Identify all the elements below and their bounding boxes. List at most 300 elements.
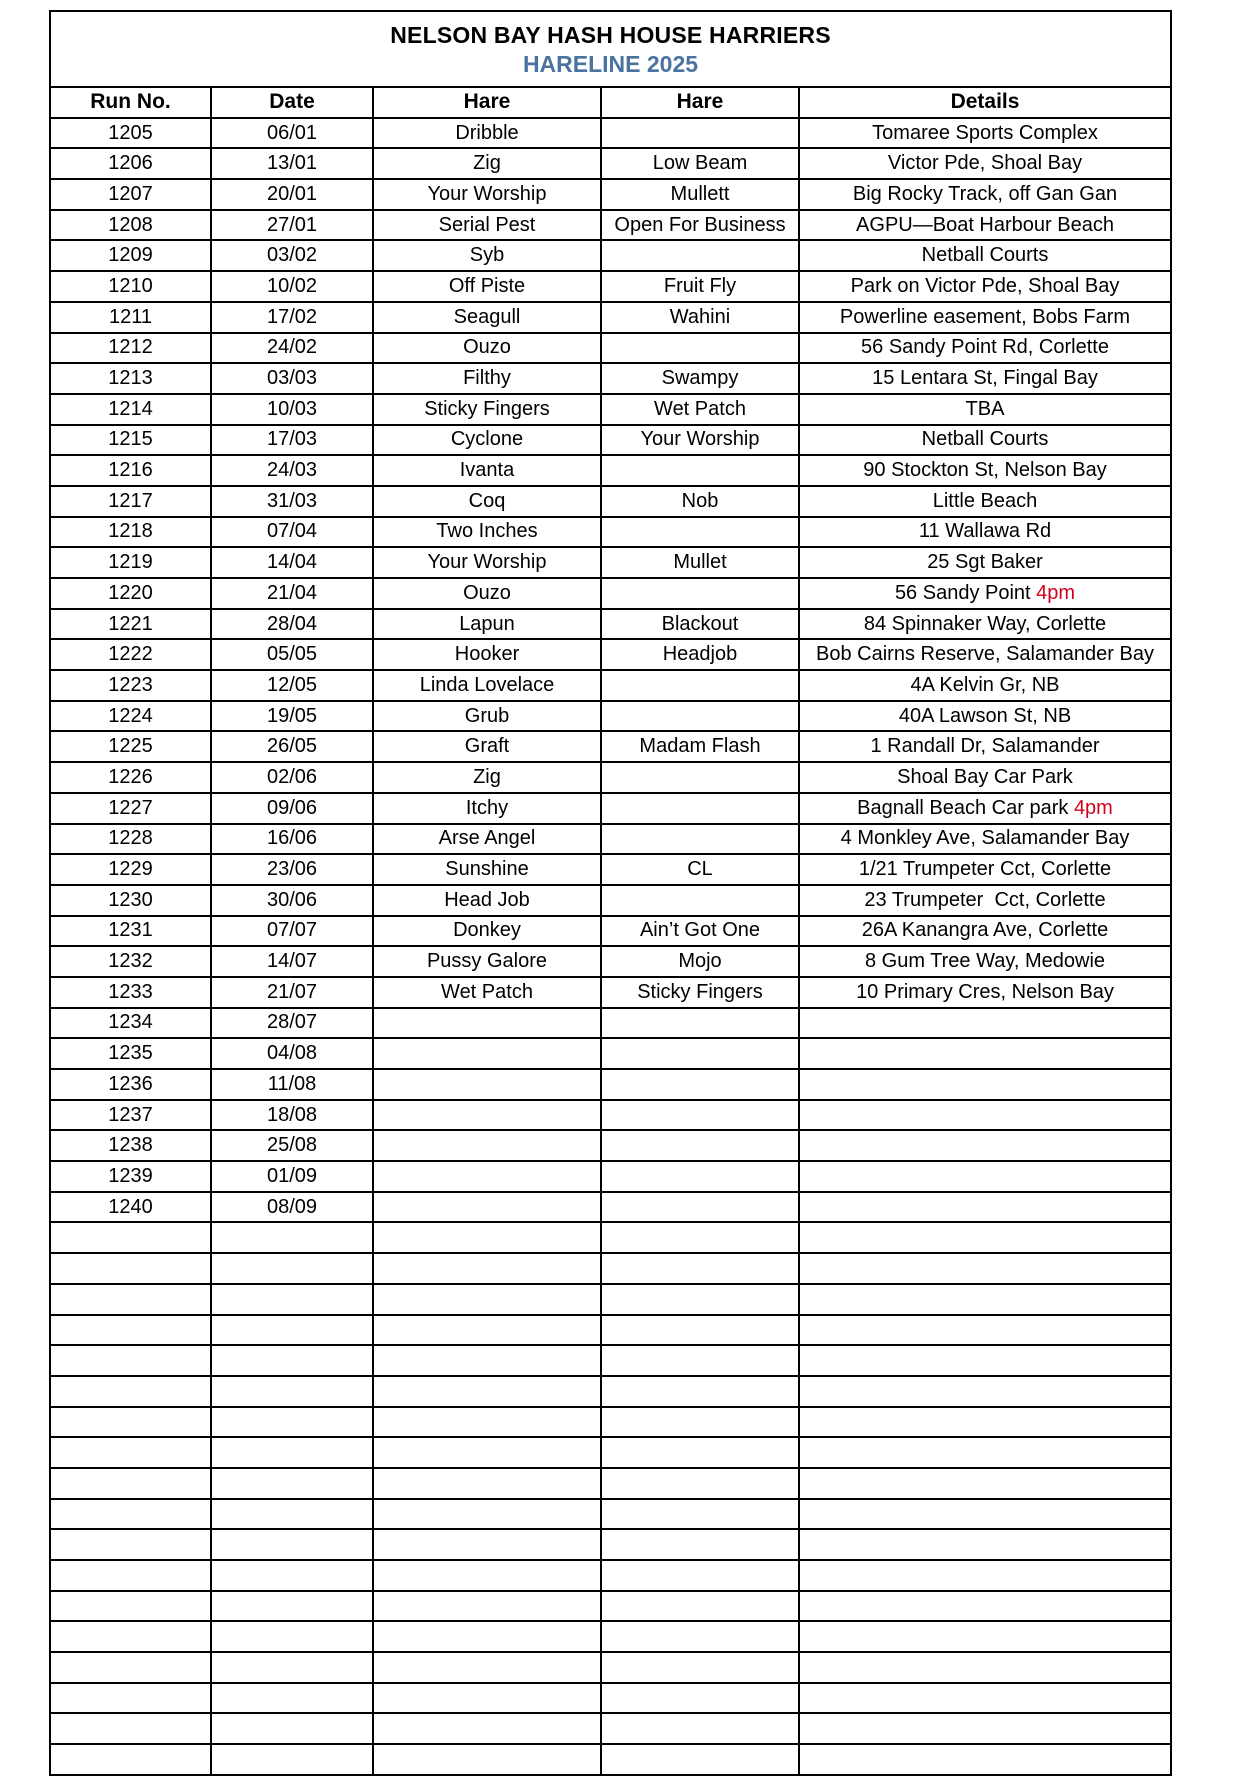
empty-cell	[211, 1683, 373, 1714]
details-text: Netball Courts	[921, 428, 1049, 451]
date-cell: 21/04	[211, 578, 373, 609]
hare-2-cell: Swampy	[601, 363, 799, 394]
details-cell	[799, 670, 1170, 701]
hare-2-cell	[601, 701, 799, 732]
run-no-cell: 1219	[51, 547, 211, 578]
hare-1-cell: Itchy	[373, 793, 601, 824]
empty-cell	[601, 1591, 799, 1622]
details-text: Bagnall Beach Car park	[857, 796, 1074, 819]
details-text: Powerline easement, Bobs Farm	[839, 305, 1131, 328]
empty-cell	[211, 1222, 373, 1253]
empty-cell	[51, 1253, 211, 1284]
run-no-cell: 1228	[51, 824, 211, 855]
date-cell: 16/06	[211, 824, 373, 855]
hare-1-cell: Lapun	[373, 609, 601, 640]
hare-1-cell: Sticky Fingers	[373, 394, 601, 425]
empty-cell	[211, 1253, 373, 1284]
date-cell: 19/05	[211, 701, 373, 732]
table-row	[51, 302, 1170, 333]
hare-2-cell: Sticky Fingers	[601, 977, 799, 1008]
run-no-cell: 1234	[51, 1008, 211, 1039]
hare-2-cell	[601, 1192, 799, 1223]
details-text: 56 Sandy Point	[894, 581, 1037, 604]
hare-1-cell	[373, 1100, 601, 1131]
details-cell	[799, 333, 1170, 364]
details-text: Bob Cairns Reserve, Salamander Bay	[816, 643, 1154, 666]
empty-row	[51, 1713, 1170, 1744]
hare-1-cell: Seagull	[373, 302, 601, 333]
empty-cell	[373, 1499, 601, 1530]
empty-row	[51, 1315, 1170, 1346]
empty-row	[51, 1744, 1170, 1774]
header-run-no: Run No.	[51, 88, 211, 118]
empty-cell	[601, 1499, 799, 1530]
details-text: Netball Courts	[921, 244, 1049, 267]
empty-row	[51, 1437, 1170, 1468]
hare-2-cell	[601, 578, 799, 609]
empty-cell	[799, 1499, 1170, 1530]
run-no-cell: 1222	[51, 639, 211, 670]
empty-cell	[51, 1713, 211, 1744]
table-row	[51, 1100, 1170, 1131]
empty-cell	[373, 1315, 601, 1346]
details-cell	[799, 1100, 1170, 1131]
empty-cell	[373, 1222, 601, 1253]
hare-1-cell: Serial Pest	[373, 210, 601, 241]
date-cell: 07/04	[211, 517, 373, 548]
hare-2-cell	[601, 1130, 799, 1161]
date-cell: 30/06	[211, 885, 373, 916]
page-title: NELSON BAY HASH HOUSE HARRIERS	[390, 22, 831, 48]
empty-cell	[799, 1713, 1170, 1744]
details-text: 40A Lawson St, NB	[898, 704, 1072, 727]
hare-1-cell	[373, 1038, 601, 1069]
details-text: 84 Spinnaker Way, Corlette	[863, 612, 1107, 635]
empty-cell	[373, 1713, 601, 1744]
date-cell: 17/02	[211, 302, 373, 333]
empty-cell	[601, 1437, 799, 1468]
empty-cell	[601, 1407, 799, 1438]
details-cell	[799, 547, 1170, 578]
header-row	[51, 88, 1170, 118]
empty-cell	[601, 1315, 799, 1346]
hare-2-cell	[601, 1008, 799, 1039]
details-cell	[799, 118, 1170, 149]
table-row	[51, 394, 1170, 425]
empty-cell	[51, 1499, 211, 1530]
empty-cell	[601, 1744, 799, 1774]
table-row	[51, 425, 1170, 456]
empty-cell	[799, 1683, 1170, 1714]
hare-1-cell: Two Inches	[373, 517, 601, 548]
details-text: 10 Primary Cres, Nelson Bay	[856, 980, 1114, 1003]
run-no-cell: 1239	[51, 1161, 211, 1192]
run-no-cell: 1213	[51, 363, 211, 394]
details-text: AGPU—Boat Harbour Beach	[856, 213, 1114, 236]
hare-2-cell	[601, 824, 799, 855]
empty-cell	[211, 1744, 373, 1774]
empty-cell	[799, 1621, 1170, 1652]
date-cell: 04/08	[211, 1038, 373, 1069]
empty-cell	[373, 1376, 601, 1407]
details-cell	[799, 609, 1170, 640]
empty-cell	[373, 1345, 601, 1376]
date-cell: 28/04	[211, 609, 373, 640]
hare-2-cell	[601, 1161, 799, 1192]
run-no-cell: 1207	[51, 179, 211, 210]
empty-cell	[211, 1560, 373, 1591]
table-row	[51, 670, 1170, 701]
hare-2-cell: Mullet	[601, 547, 799, 578]
details-text: Victor Pde, Shoal Bay	[887, 152, 1083, 175]
details-cell	[799, 885, 1170, 916]
empty-cell	[211, 1713, 373, 1744]
details-cell	[799, 394, 1170, 425]
hare-2-cell: Mojo	[601, 946, 799, 977]
details-cell	[799, 210, 1170, 241]
details-text: 1 Randall Dr, Salamander	[870, 735, 1100, 758]
empty-cell	[799, 1652, 1170, 1683]
date-cell: 10/02	[211, 271, 373, 302]
empty-cell	[373, 1253, 601, 1284]
empty-row	[51, 1621, 1170, 1652]
details-cell	[799, 1161, 1170, 1192]
hare-1-cell: Ouzo	[373, 333, 601, 364]
empty-cell	[373, 1652, 601, 1683]
run-no-cell: 1224	[51, 701, 211, 732]
table-row	[51, 701, 1170, 732]
empty-row	[51, 1529, 1170, 1560]
table-body	[51, 118, 1170, 1774]
run-no-cell: 1236	[51, 1069, 211, 1100]
run-no-cell: 1218	[51, 517, 211, 548]
date-cell: 14/07	[211, 946, 373, 977]
empty-cell	[51, 1652, 211, 1683]
hare-2-cell: Wet Patch	[601, 394, 799, 425]
empty-cell	[601, 1376, 799, 1407]
hare-1-cell: Coq	[373, 486, 601, 517]
empty-row	[51, 1376, 1170, 1407]
table-row	[51, 916, 1170, 947]
date-cell: 31/03	[211, 486, 373, 517]
table-row	[51, 118, 1170, 149]
table-row	[51, 333, 1170, 364]
table-row	[51, 977, 1170, 1008]
date-cell: 02/06	[211, 762, 373, 793]
hare-2-cell: CL	[601, 854, 799, 885]
empty-row	[51, 1284, 1170, 1315]
table-row	[51, 240, 1170, 271]
run-no-cell: 1217	[51, 486, 211, 517]
empty-cell	[373, 1744, 601, 1774]
run-no-cell: 1223	[51, 670, 211, 701]
hare-2-cell: Mullett	[601, 179, 799, 210]
hare-1-cell: Pussy Galore	[373, 946, 601, 977]
table-row	[51, 793, 1170, 824]
empty-cell	[211, 1652, 373, 1683]
page-subtitle: HARELINE 2025	[522, 51, 699, 77]
empty-cell	[211, 1468, 373, 1499]
empty-cell	[211, 1407, 373, 1438]
details-cell	[799, 639, 1170, 670]
details-text: 23 Trumpeter Cct, Corlette	[864, 888, 1106, 911]
details-text: 4 Monkley Ave, Salamander Bay	[840, 827, 1130, 850]
empty-cell	[601, 1222, 799, 1253]
hare-2-cell: Ain’t Got One	[601, 916, 799, 947]
date-cell: 21/07	[211, 977, 373, 1008]
empty-cell	[51, 1591, 211, 1622]
details-cell	[799, 455, 1170, 486]
table-row	[51, 609, 1170, 640]
details-cell	[799, 1008, 1170, 1039]
date-cell: 10/03	[211, 394, 373, 425]
table-row	[51, 148, 1170, 179]
empty-cell	[51, 1284, 211, 1315]
details-cell	[799, 425, 1170, 456]
date-cell: 11/08	[211, 1069, 373, 1100]
details-cell	[799, 517, 1170, 548]
table-row	[51, 1161, 1170, 1192]
empty-cell	[51, 1683, 211, 1714]
hare-2-cell	[601, 762, 799, 793]
details-cell	[799, 1069, 1170, 1100]
empty-cell	[601, 1253, 799, 1284]
run-no-cell: 1220	[51, 578, 211, 609]
details-text: Big Rocky Track, off Gan Gan	[852, 182, 1118, 205]
time-note: 4pm	[1073, 796, 1113, 819]
details-text: Little Beach	[932, 489, 1038, 512]
date-cell: 28/07	[211, 1008, 373, 1039]
hare-2-cell: Headjob	[601, 639, 799, 670]
hare-2-cell	[601, 885, 799, 916]
table-row	[51, 731, 1170, 762]
empty-row	[51, 1499, 1170, 1530]
date-cell: 03/03	[211, 363, 373, 394]
hare-2-cell: Open For Business	[601, 210, 799, 241]
empty-cell	[373, 1529, 601, 1560]
empty-row	[51, 1468, 1170, 1499]
run-no-cell: 1210	[51, 271, 211, 302]
hare-2-cell	[601, 1100, 799, 1131]
details-cell	[799, 302, 1170, 333]
hare-2-cell	[601, 1069, 799, 1100]
empty-cell	[373, 1591, 601, 1622]
empty-cell	[799, 1437, 1170, 1468]
hare-1-cell: Graft	[373, 731, 601, 762]
hare-2-cell	[601, 670, 799, 701]
empty-cell	[601, 1468, 799, 1499]
empty-row	[51, 1591, 1170, 1622]
empty-row	[51, 1683, 1170, 1714]
empty-cell	[211, 1345, 373, 1376]
empty-cell	[799, 1744, 1170, 1774]
run-no-cell: 1209	[51, 240, 211, 271]
hare-1-cell: Linda Lovelace	[373, 670, 601, 701]
run-no-cell: 1225	[51, 731, 211, 762]
table-row	[51, 271, 1170, 302]
hare-1-cell: Filthy	[373, 363, 601, 394]
header-details: Details	[799, 88, 1170, 118]
date-cell: 12/05	[211, 670, 373, 701]
date-cell: 09/06	[211, 793, 373, 824]
table-row	[51, 179, 1170, 210]
details-text: 1/21 Trumpeter Cct, Corlette	[858, 858, 1112, 881]
date-cell: 20/01	[211, 179, 373, 210]
details-cell	[799, 916, 1170, 947]
run-no-cell: 1235	[51, 1038, 211, 1069]
empty-row	[51, 1345, 1170, 1376]
empty-cell	[601, 1560, 799, 1591]
run-no-cell: 1215	[51, 425, 211, 456]
table-row	[51, 824, 1170, 855]
empty-cell	[601, 1284, 799, 1315]
hare-1-cell: Hooker	[373, 639, 601, 670]
details-cell	[799, 148, 1170, 179]
empty-cell	[51, 1315, 211, 1346]
run-no-cell: 1206	[51, 148, 211, 179]
empty-cell	[51, 1560, 211, 1591]
date-cell: 26/05	[211, 731, 373, 762]
empty-cell	[373, 1621, 601, 1652]
hare-2-cell: Nob	[601, 486, 799, 517]
empty-cell	[51, 1468, 211, 1499]
empty-cell	[51, 1621, 211, 1652]
details-cell	[799, 578, 1170, 609]
details-cell	[799, 271, 1170, 302]
details-text: 11 Wallawa Rd	[918, 520, 1052, 543]
empty-cell	[51, 1529, 211, 1560]
hare-2-cell: Wahini	[601, 302, 799, 333]
details-text: 4A Kelvin Gr, NB	[910, 673, 1060, 696]
hare-2-cell: Madam Flash	[601, 731, 799, 762]
run-no-cell: 1238	[51, 1130, 211, 1161]
run-no-cell: 1216	[51, 455, 211, 486]
details-cell	[799, 854, 1170, 885]
hare-1-cell: Syb	[373, 240, 601, 271]
date-cell: 06/01	[211, 118, 373, 149]
hare-1-cell: Head Job	[373, 885, 601, 916]
run-no-cell: 1211	[51, 302, 211, 333]
empty-cell	[601, 1529, 799, 1560]
empty-cell	[51, 1407, 211, 1438]
empty-cell	[51, 1744, 211, 1774]
empty-cell	[373, 1284, 601, 1315]
empty-cell	[799, 1407, 1170, 1438]
date-cell: 18/08	[211, 1100, 373, 1131]
table-row	[51, 1192, 1170, 1223]
run-no-cell: 1221	[51, 609, 211, 640]
date-cell: 01/09	[211, 1161, 373, 1192]
hare-1-cell: Dribble	[373, 118, 601, 149]
empty-cell	[799, 1315, 1170, 1346]
date-cell: 24/03	[211, 455, 373, 486]
date-cell: 08/09	[211, 1192, 373, 1223]
table-row	[51, 517, 1170, 548]
run-no-cell: 1231	[51, 916, 211, 947]
run-no-cell: 1205	[51, 118, 211, 149]
date-cell: 03/02	[211, 240, 373, 271]
details-text: Tomaree Sports Complex	[872, 121, 1098, 144]
table-row	[51, 363, 1170, 394]
hare-1-cell: Off Piste	[373, 271, 601, 302]
empty-cell	[601, 1683, 799, 1714]
hare-1-cell: Ouzo	[373, 578, 601, 609]
empty-cell	[799, 1468, 1170, 1499]
details-cell	[799, 240, 1170, 271]
hare-1-cell: Sunshine	[373, 854, 601, 885]
empty-cell	[601, 1345, 799, 1376]
hare-2-cell	[601, 793, 799, 824]
empty-cell	[601, 1713, 799, 1744]
run-no-cell: 1229	[51, 854, 211, 885]
empty-cell	[211, 1621, 373, 1652]
hare-1-cell: Zig	[373, 762, 601, 793]
details-cell	[799, 363, 1170, 394]
hare-1-cell: Arse Angel	[373, 824, 601, 855]
hare-1-cell: Grub	[373, 701, 601, 732]
details-text: Park on Victor Pde, Shoal Bay	[850, 274, 1120, 297]
table-row	[51, 854, 1170, 885]
details-cell	[799, 731, 1170, 762]
details-text: 15 Lentara St, Fingal Bay	[872, 367, 1098, 390]
empty-row	[51, 1253, 1170, 1284]
table-row	[51, 946, 1170, 977]
table-row	[51, 486, 1170, 517]
empty-row	[51, 1652, 1170, 1683]
empty-cell	[51, 1345, 211, 1376]
run-no-cell: 1212	[51, 333, 211, 364]
time-note: 4pm	[1036, 581, 1076, 604]
details-cell	[799, 1038, 1170, 1069]
empty-cell	[799, 1253, 1170, 1284]
details-text: Shoal Bay Car Park	[897, 765, 1073, 788]
empty-cell	[211, 1499, 373, 1530]
run-no-cell: 1232	[51, 946, 211, 977]
hare-1-cell	[373, 1192, 601, 1223]
empty-cell	[211, 1284, 373, 1315]
empty-row	[51, 1222, 1170, 1253]
hare-1-cell	[373, 1008, 601, 1039]
hareline-sheet	[49, 10, 1172, 1776]
date-cell: 13/01	[211, 148, 373, 179]
empty-cell	[51, 1437, 211, 1468]
hare-1-cell: Cyclone	[373, 425, 601, 456]
hare-2-cell: Fruit Fly	[601, 271, 799, 302]
details-cell	[799, 824, 1170, 855]
empty-cell	[799, 1222, 1170, 1253]
table-row	[51, 547, 1170, 578]
table-row	[51, 1130, 1170, 1161]
details-text: TBA	[965, 397, 1005, 420]
date-cell: 07/07	[211, 916, 373, 947]
hare-2-cell	[601, 118, 799, 149]
details-cell	[799, 946, 1170, 977]
run-no-cell: 1230	[51, 885, 211, 916]
table-row	[51, 762, 1170, 793]
run-no-cell: 1227	[51, 793, 211, 824]
empty-cell	[373, 1437, 601, 1468]
date-cell: 23/06	[211, 854, 373, 885]
empty-cell	[799, 1529, 1170, 1560]
hare-1-cell: Donkey	[373, 916, 601, 947]
details-text: 90 Stockton St, Nelson Bay	[863, 459, 1107, 482]
hare-2-cell	[601, 517, 799, 548]
table-row	[51, 578, 1170, 609]
empty-cell	[601, 1621, 799, 1652]
empty-cell	[799, 1591, 1170, 1622]
empty-cell	[373, 1407, 601, 1438]
details-text: 26A Kanangra Ave, Corlette	[861, 919, 1109, 942]
